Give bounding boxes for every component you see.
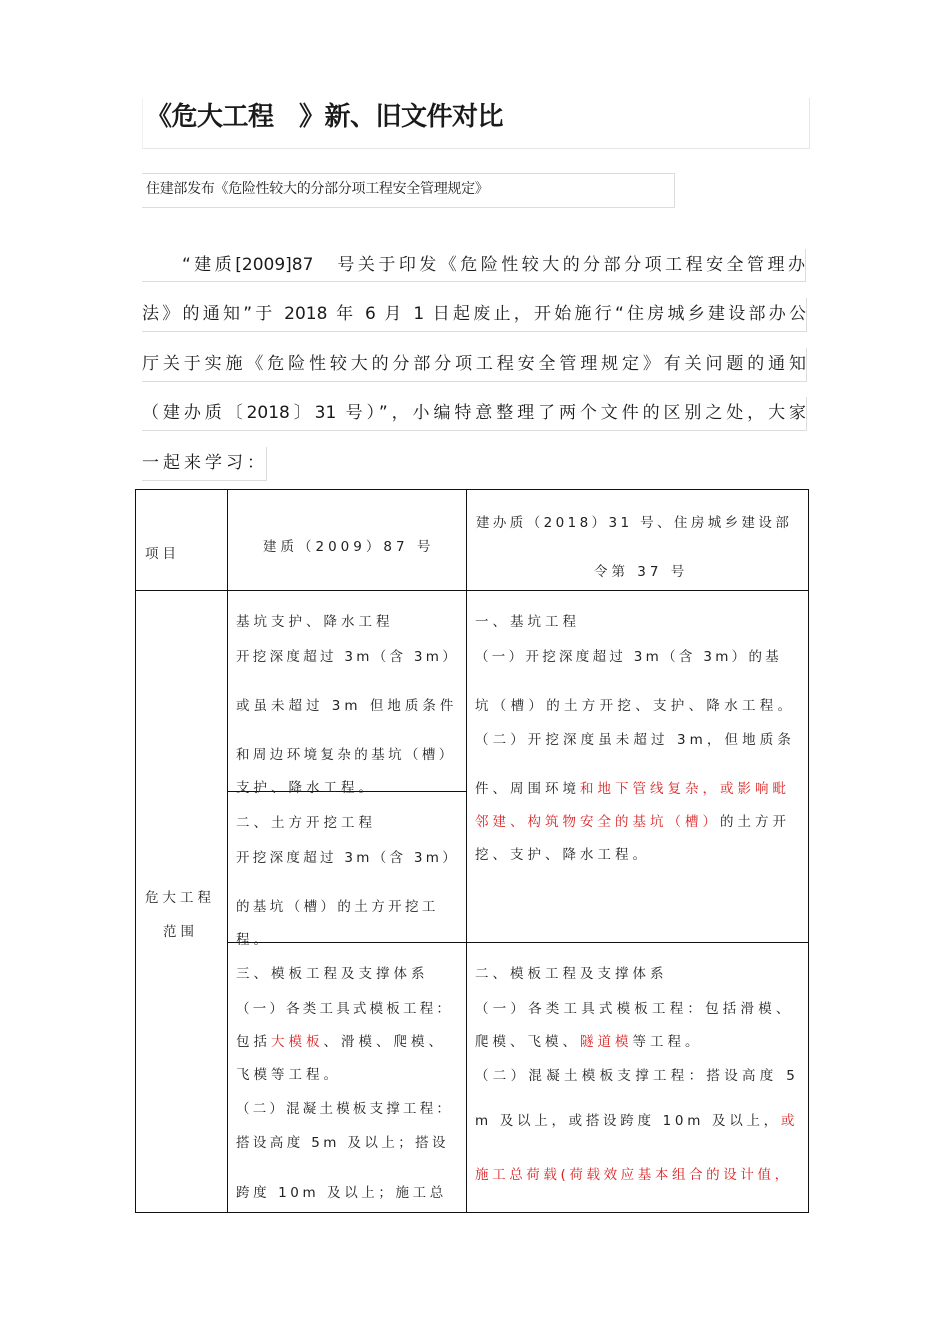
new-b1-line7: 挖、支护、降水工程。 [475, 847, 650, 863]
table-row-divider [227, 942, 809, 943]
old-b3-line6: 搭设高度 5m 及以上；搭设 [236, 1135, 449, 1151]
new-b2-line2: （一）各类工具式模板工程：包括滑模、 [475, 1001, 794, 1017]
table-col-divider-2 [466, 489, 467, 1213]
old-b2-line2: 开挖深度超过 3m（含 3m） [236, 850, 460, 866]
highlight-adjacent-safety: 邻建、构筑物安全的基坑（槽） [475, 814, 720, 830]
new-b1-line2: （一）开挖深度超过 3m（含 3m）的基 [475, 649, 783, 665]
old-b1-line4: 和周边环境复杂的基坑（槽） [236, 747, 456, 763]
old-b3-line1: 三、模板工程及支撑体系 [236, 966, 429, 982]
category-line1: 危大工程 [145, 890, 215, 906]
new-b1-line3: 坑（槽）的土方开挖、支护、降水工程。 [475, 698, 796, 714]
new-b2-line4: （二）混凝土模板支撑工程：搭设高度 5 [475, 1068, 800, 1084]
old-b3-line3: 包括大模板、滑模、爬模、 [236, 1034, 446, 1050]
old-b3-line4: 飞模等工程。 [236, 1067, 341, 1083]
intro-line-5: 一起来学习： [142, 447, 267, 481]
table-border-top [135, 489, 809, 490]
new-b1-line4: （二）开挖深度虽未超过 3m，但地质条 [475, 732, 795, 748]
table-border-bottom [135, 1212, 809, 1213]
header-new-doc-line1: 建办质（2018）31 号、住房城乡建设部 [476, 515, 793, 531]
highlight-large-formwork: 大模板 [271, 1034, 324, 1050]
header-old-doc: 建质（2009）87 号 [263, 539, 435, 555]
table-border-left [135, 489, 136, 1213]
new-b2-line3: 爬模、飞模、隧道模等工程。 [475, 1034, 703, 1050]
old-b2-line1: 二、土方开挖工程 [236, 815, 376, 831]
old-b1-line1: 基坑支护、降水工程 [236, 614, 394, 630]
old-b3-line2: （一）各类工具式模板工程： [236, 1001, 454, 1017]
new-b1-line6: 邻建、构筑物安全的基坑（槽）的土方开 [475, 814, 790, 830]
category-line2: 范围 [163, 924, 198, 940]
old-b3-line7: 跨度 10m 及以上；施工总 [236, 1185, 447, 1201]
intro-line-2: 法》的通知”于 2018 年 6 月 1 日起废止，开始施行“住房城乡建设部办公 [142, 298, 807, 332]
new-b1-line1: 一、基坑工程 [475, 614, 580, 630]
new-b2-line6: 施工总荷载(荷载效应基本组合的设计值， [475, 1167, 792, 1183]
old-b2-line3: 的基坑（槽）的土方开挖工 [236, 899, 439, 915]
subtitle: 住建部发布《危险性较大的分部分项工程安全管理规定》 [146, 181, 489, 197]
highlight-tunnel-formwork: 隧道模 [580, 1034, 633, 1050]
old-b1-line2: 开挖深度超过 3m（含 3m） [236, 649, 460, 665]
intro-line-4: （建办质〔2018〕31 号）”，小编特意整理了两个文件的区别之处，大家 [142, 397, 807, 431]
old-b1-line3: 或虽未超过 3m 但地质条件 [236, 698, 458, 714]
table-header-divider [135, 590, 809, 591]
header-new-doc-line2: 令第 37 号 [594, 564, 689, 580]
old-b3-line5: （二）混凝土模板支撑工程： [236, 1101, 454, 1117]
intro-line-3: 厅关于实施《危险性较大的分部分项工程安全管理规定》有关问题的通知 [142, 348, 807, 382]
new-b1-line5: 件、周围环境和地下管线复杂，或影响毗 [475, 781, 790, 797]
table-border-right [808, 489, 809, 1213]
old-b2-line4: 程。 [236, 932, 271, 948]
new-b2-line1: 二、模板工程及支撑体系 [475, 966, 668, 982]
page-title: 《危大工程 》新、旧文件对比 [146, 102, 504, 132]
highlight-pipeline-complex: 和地下管线复杂，或影响毗 [580, 781, 790, 797]
new-b2-line5: m 及以上，或搭设跨度 10m 及以上，或 [475, 1113, 799, 1129]
table-col-divider-1 [227, 489, 228, 1213]
header-project: 项目 [145, 546, 180, 562]
old-b1-line5: 支护、降水工程。 [236, 780, 376, 796]
intro-line-1: “建质[2009]87 号关于印发《危险性较大的分部分项工程安全管理办 [142, 249, 806, 282]
